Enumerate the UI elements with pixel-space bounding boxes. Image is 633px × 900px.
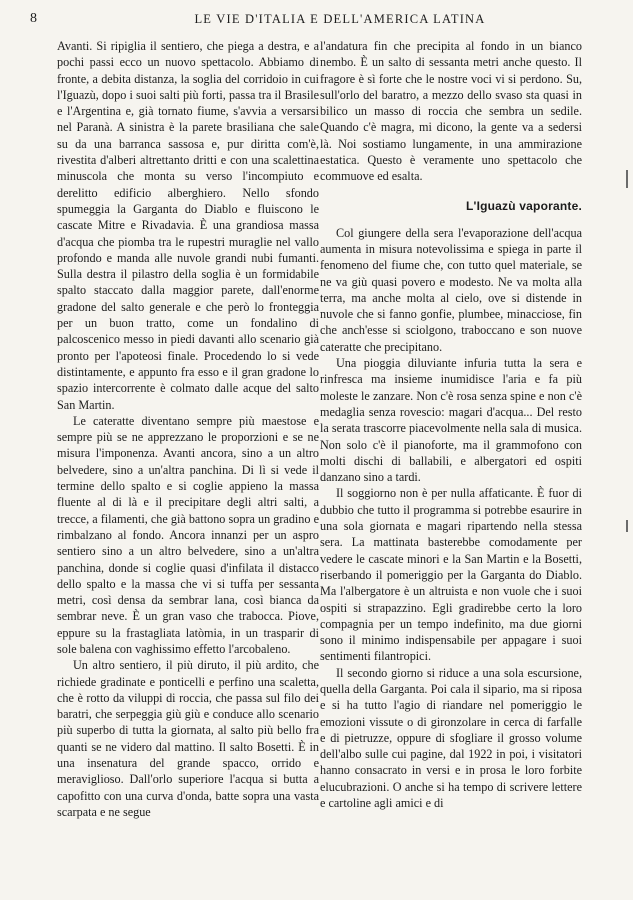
paragraph-right-1: l'andatura fin che precipita al fondo in un bianco nembo. È un salto di sessanta metri anche questo. Il fragore è sì forte che le nostre voci vi si perdono. Su, sull'orlo del baratro, a mezzo dello svaso sta quasi in bilico un masso di roccia che sembra un sedile. Quando c'è magra, mi dicono, la gente va a sedersi là. Noi sostiamo lungamente, in una ammirazione estatica. Questo è veramente uno spettacolo che commuove ed esalta. [320,39,582,184]
paragraph-right-4: Il soggiorno non è per nulla affaticante. È fuor di dubbio che tutto il programma si potrebbe esaurire in una sola giornata e magari ripartendo nella stessa sera. La mattinata basterebbe comodamente per vedere le cascate minori e la San Martin e la Bosetti, riserbando il pomeriggio per la Garganta do Diablo. Ma l'albergatore è un altruista e non vuole che i suoi ospiti si strapazzino. Egli gradirebbe certo la loro compagnia per un tempo indefinito, ma due giorni sono il minimo indispensabile per appagare i suoi sentimenti filantropici. [320,486,582,664]
running-title: LE VIE D'ITALIA E DELL'AMERICA LATINA [194,12,486,26]
paragraph-left-1: Avanti. Si ripiglia il sentiero, che piega a destra, e a pochi passi ecco un nuovo spettacolo. Abbiamo di fronte, a debita distanza, la soglia del corridoio in cui l'Iguazù, dopo i suoi salti più forti, passa tra il Brasile e l'Argentina e, già tornato fiume, s'avvia a versarsi nel Paranà. A sinistra è la parete brasiliana che sale su da una barranca sassosa e, pur diritta com'è, rivestita d'alberi altrettanto dritti e con una scalettina minuscola che monta su verso l'incompiuto e derelitto edificio alberghiero. Nello sfondo spumeggia la Garganta do Diablo e fluiscono le cascate Mitre e Rivadavia. È una grandiosa massa d'acqua che piomba tra le rupestri muraglie nel vallo profondo e manda alle nuvole grandi nubi fumanti. Sulla destra il pilastro della soglia è un formidabile spalto staccato dalla maggior parete, dall'enorme gradone del salto generale e che però lo fronteggia per un buon tratto, come un fondalino di palcoscenico messo in piedi davanti allo scenario già pronto per l'apoteosi finale. Procedendo lo si vede distintamente, e appunto fra esso e il gran gradone lo spazio intercorrente è colmato dalle acque del salto San Martin. [57,39,319,412]
paragraph-right-3: Una pioggia diluviante infuria tutta la sera e rinfresca ma insieme inumidisce l'aria e fa più moleste le zanzare. Non c'è rosa senza spine e non c'è medaglia senza rovescio: magari d'acqua... Del resto la serata trascorre piacevolmente nella sala di musica. Non solo c'è il pianoforte, ma il grammofono con molti dischi di ballabili, e albergatori ed ospiti danzano sino a tardi. [320,356,582,485]
left-column [57,38,319,820]
right-column [320,38,582,811]
page-number: 8 [30,11,37,26]
paragraph-right-5: Il secondo giorno si riduce a una sola escursione, quella della Garganta. Poi cala il sipario, ma si riposa e si ha tutto l'agio di riandare nel pomeriggio le emozioni vissute o di gironzolare in cerca di farfalle e di pietruzze, oppure di sfogliare il grosso volume dell'albo sulle cui pagine, dal 1922 in poi, i visitatori hanno consacrato in versi e in prosa le loro forbite elucubrazioni. O anche si ha tempo di scrivere lettere e cartoline agli amici e di [320,665,582,811]
binding-mark [626,170,628,188]
page-header [30,11,590,31]
paragraph-right-2: Col giungere della sera l'evaporazione dell'acqua aumenta in misura notevolissima e spiega in parte il fenomeno del fiume che, con tutto quel materiale, se ne va giù quasi povero e modesto. Ne va molta alla terra, ma anche molta al cielo, ove si distende in nuvole che si fanno gonfie, plumbee, minacciose, fin che anch'esse si sciolgono, traboccano e son nuove cateratte che precipitano. [320,225,582,354]
section-heading: L'Iguazù vaporante. [465,198,582,213]
paragraph-left-3: Un altro sentiero, il più diruto, il più ardito, che richiede gradinate e ponticelli e perfino una scaletta, che è rotto da viluppi di roccia, che passa sul filo dei baratri, che serpeggia giù giù e conduce allo scenario più superbo di tutta la giornata, al salto più bello fra quanti se ne videro dal mattino. Il salto Bosetti. È in una insenatura del grande spacco, orrido e meraviglioso. Dall'orlo superiore l'acqua si butta a capofitto con una curva d'onda, batte sopra una vasta scarpata e ne segue [57,658,319,819]
binding-mark [626,520,628,532]
paragraph-left-2: Le cateratte diventano sempre più maestose e sempre più se ne apprezzano le proporzioni e se ne misura l'imponenza. Avanti ancora, sino a un altro belvedere, sino a un'altra panchina. Di lì si vede il termine dello spalto e si coglie appieno la massa fluente al di là e il precipitare degli altri salti, a trecce, a filamenti, che già battono sopra un gradino e rimbalzano al fondo. Ancora innanzi per un aspro sentiero sino a un altro belvedere, sino a un'altra panchina, donde si coglie quasi d'infilata il distacco dello spalto e la massa che vi si tuffa per sessanta metri, così densa da sembrar lana, così bianca da sembrar neve. È un gran vaso che trabocca. Piove, eppure su la frastagliata latòmia, in un trasparir di sole balena con vaghissimo effetto l'arcobaleno. [57,413,319,656]
